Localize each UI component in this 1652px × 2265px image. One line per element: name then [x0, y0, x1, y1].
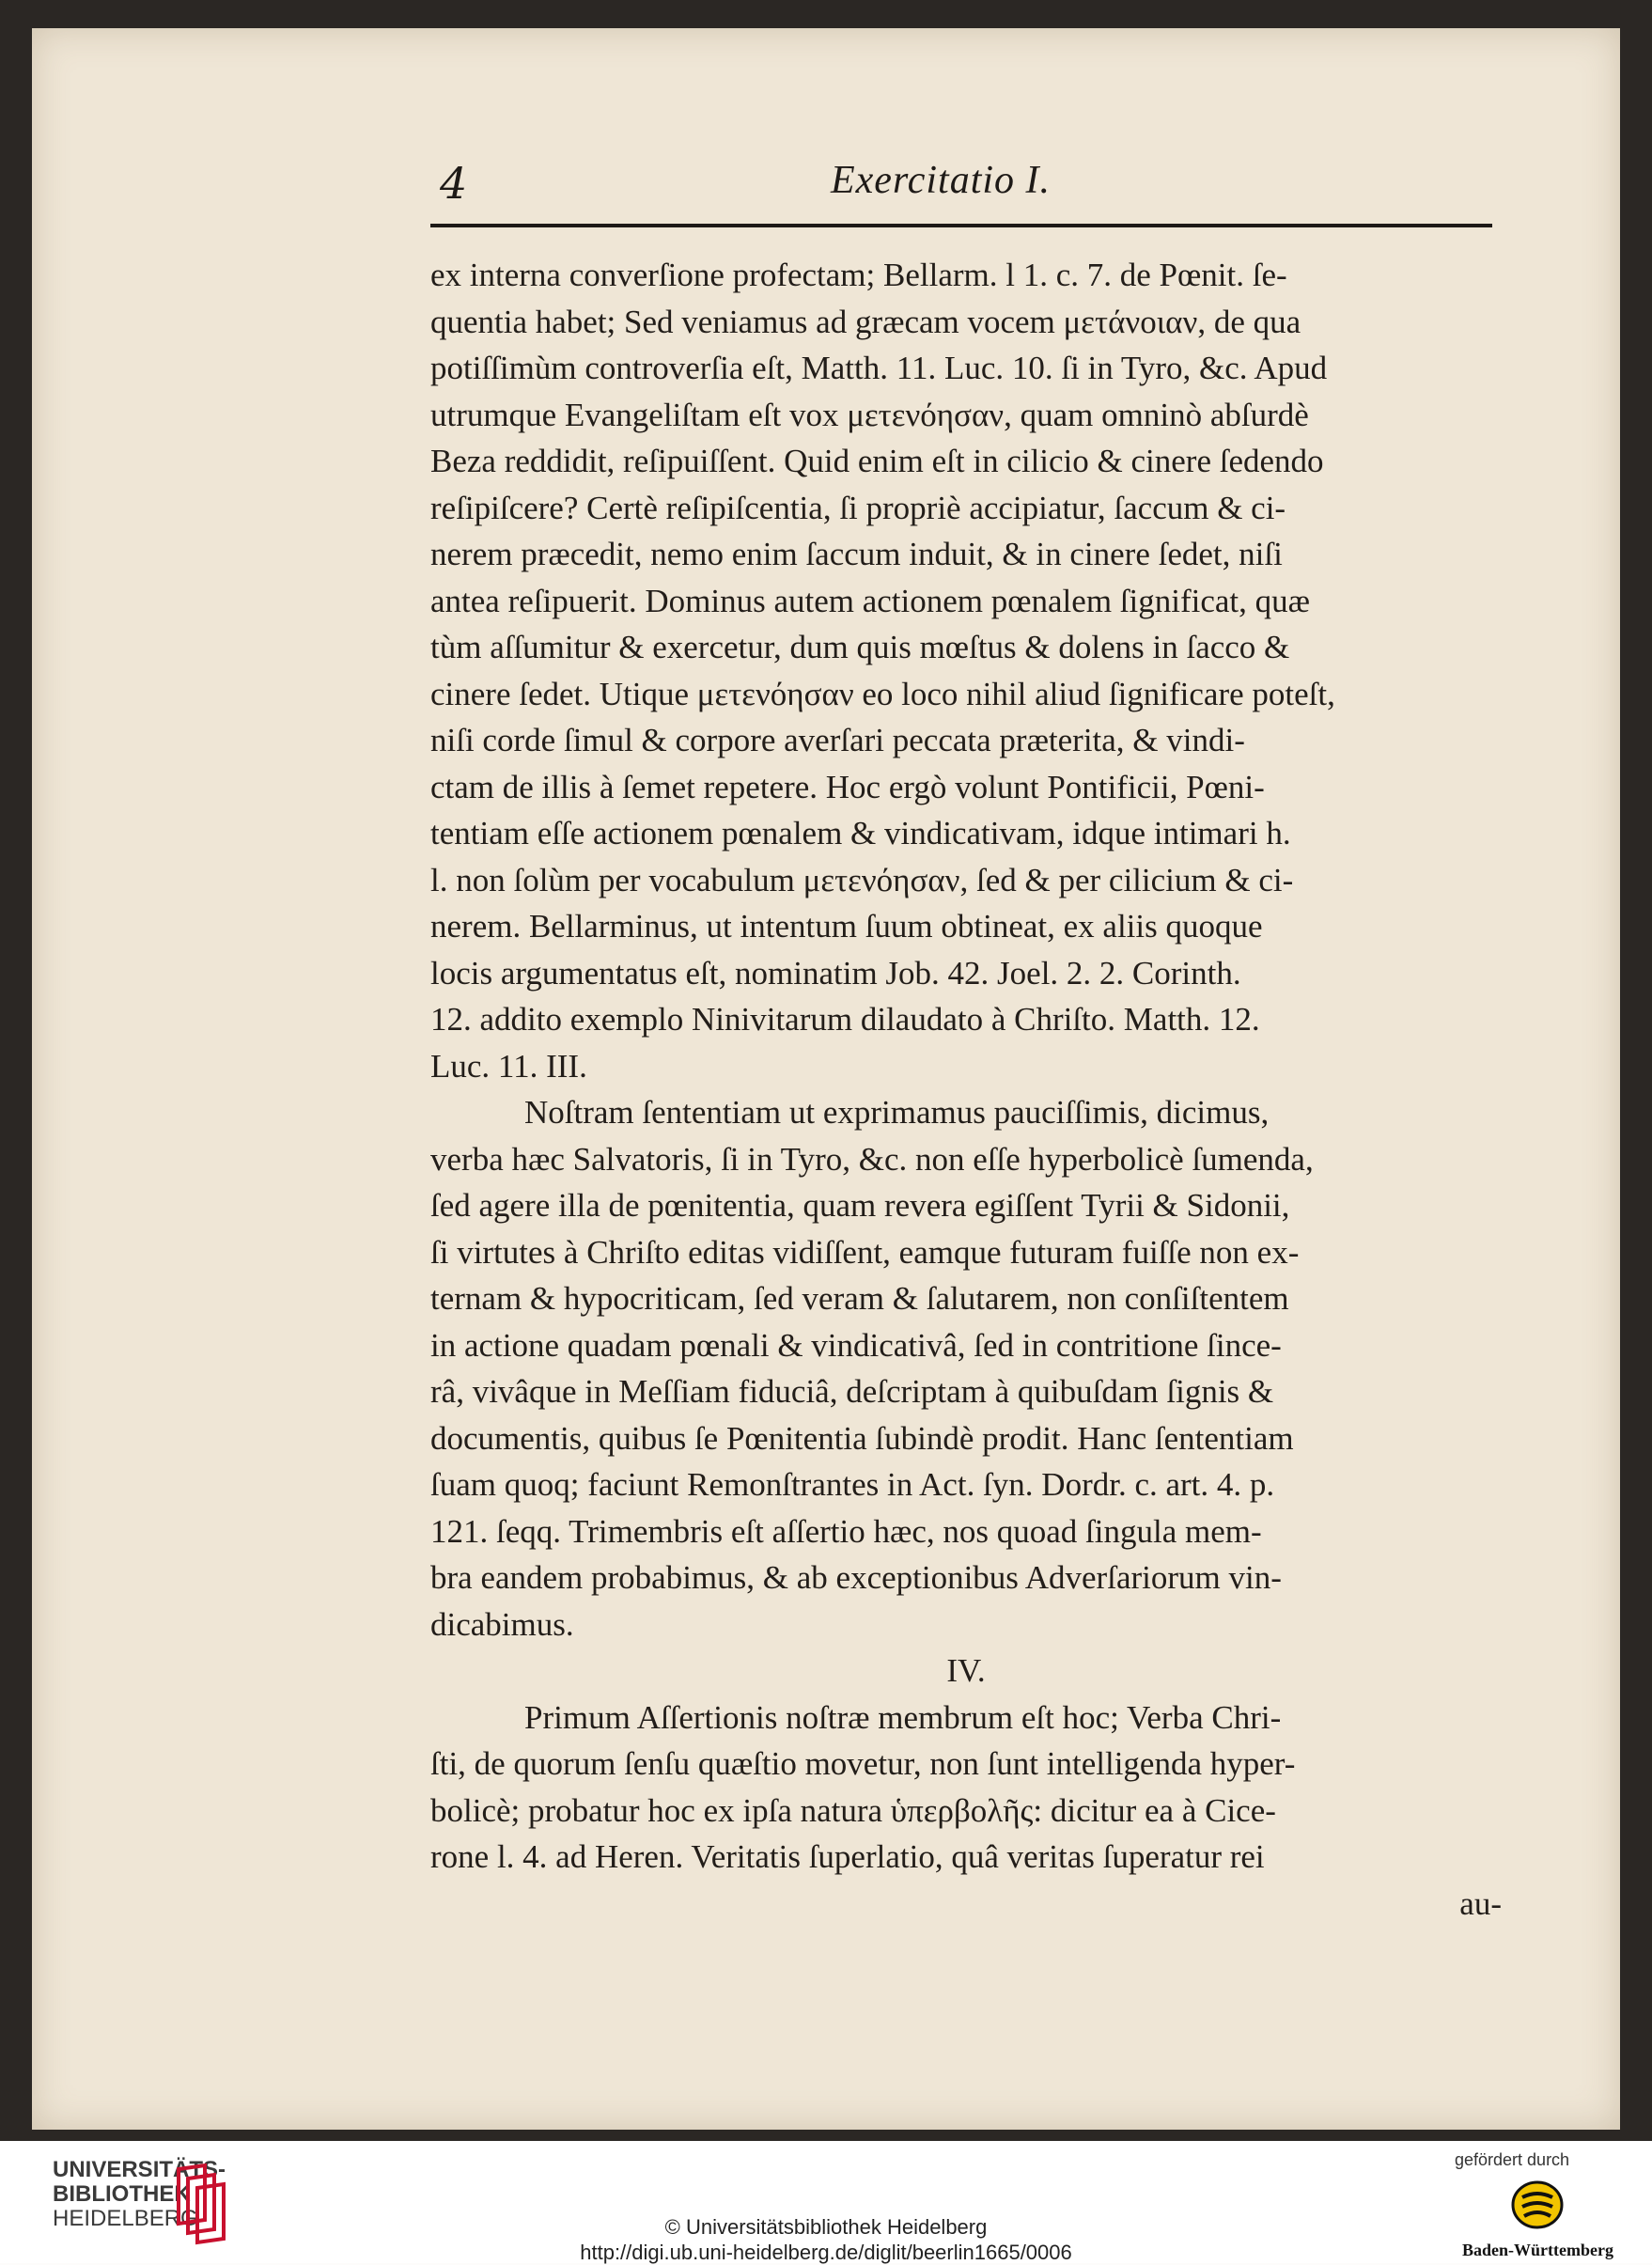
library-name-line2: BIBLIOTHEK: [53, 2181, 191, 2207]
text-line: Primum Aſſertionis noſtræ membrum eſt hoc; Verba Chri-: [524, 1698, 1282, 1736]
source-url[interactable]: http://digi.ub.uni-heidelberg.de/diglit/beerlin1665/0006: [580, 2241, 1072, 2264]
text-line: nerem præcedit, nemo enim ſaccum induit, & in cinere ſedet, niſi: [430, 536, 1283, 572]
text-line: 121. ſeqq. Trimembris eſt aſſertio hæc, nos quoad ſingula mem-: [430, 1512, 1262, 1550]
text-line: potiſſimùm controverſia eſt, Matth. 11. Luc. 10. ſi in Tyro, &c. Apud: [430, 350, 1328, 386]
funded-by-label: gefördert durch: [1455, 2150, 1570, 2169]
text-line: IV.: [946, 1652, 986, 1689]
page-number: 4: [440, 158, 468, 209]
text-line: ctam de illis à ſemet repetere. Hoc ergò volunt Pontificii, Pœni-: [430, 768, 1265, 805]
text-line: quentia habet; Sed veniamus ad græcam vocem μετάνοιαν, de qua: [430, 303, 1301, 340]
text-line: au-: [1459, 1884, 1502, 1922]
text-line: rone l. 4. ad Heren. Veritatis ſuperlatio, quâ veritas ſuperatur rei: [430, 1838, 1265, 1875]
text-line: ternam & hypocriticam, ſed veram & ſalutarem, non conſiſtentem: [430, 1280, 1289, 1317]
copyright-notice: © Universitätsbibliothek Heidelberg: [664, 2215, 988, 2239]
text-line: l. non ſolùm per vocabulum μετενόησαν, ſed & per cilicium & ci-: [430, 861, 1294, 898]
text-line: in actione quadam pœnali & vindicativâ, ſed in contritione ſince-: [430, 1326, 1282, 1364]
text-line: bra eandem probabimus, & ab exceptionibus Adverſariorum vin-: [430, 1559, 1282, 1596]
text-line: Beza reddidit, reſipuiſſent. Quid enim eſt in cilicio & cinere ſedendo: [430, 443, 1324, 479]
coat-of-arms-icon: [1509, 2179, 1566, 2231]
page-header: [417, 132, 1488, 216]
book-page: [32, 28, 1620, 2130]
text-line: reſipiſcere? Certè reſipiſcentia, ſi propriè accipiatur, ſaccum & ci-: [430, 489, 1286, 526]
funder-name: Baden-Württemberg: [1462, 2241, 1613, 2259]
text-line: râ, vivâque in Meſſiam fiduciâ, deſcriptam à quibuſdam ſignis &: [430, 1373, 1274, 1410]
text-line: ſi virtutes à Chriſto editas vidiſſent, eamque futuram fuiſſe non ex-: [430, 1233, 1300, 1271]
text-line: ex interna converſione profectam; Bellarm. l 1. c. 7. de Pœnit. ſe-: [430, 257, 1287, 293]
header-rule: [430, 224, 1492, 227]
text-line: nerem. Bellarminus, ut intentum ſuum obtineat, ex aliis quoque: [430, 908, 1263, 945]
running-head: Exercitatio I.: [831, 159, 1052, 202]
text-line: tentiam eſſe actionem pœnalem & vindicativam, idque intimari h.: [430, 815, 1291, 851]
text-line: cinere ſedet. Utique μετενόησαν eo loco nihil aliud ſignificare poteſt,: [430, 675, 1335, 712]
body-text: [430, 252, 1502, 1927]
text-line: 12. addito exemplo Ninivitarum dilaudato à Chriſto. Matth. 12.: [430, 1001, 1260, 1038]
text-line: dicabimus.: [430, 1605, 574, 1643]
library-name-line1: UNIVERSITÄTS-: [53, 2157, 226, 2182]
text-line: locis argumentatus eſt, nominatim Job. 42. Joel. 2. 2. Corinth.: [430, 954, 1241, 992]
text-line: ſti, de quorum ſenſu quæſtio movetur, non ſunt intelligenda hyper-: [430, 1745, 1296, 1782]
text-line: niſi corde ſimul & corpore averſari peccata præterita, & vindi-: [430, 722, 1245, 758]
library-name-line3: HEIDELBERG: [53, 2206, 198, 2231]
text-line: documentis, quibus ſe Pœnitentia ſubindè prodit. Hanc ſententiam: [430, 1419, 1294, 1457]
text-line: verba hæc Salvatoris, ſi in Tyro, &c. non eſſe hyperbolicè ſumenda,: [430, 1140, 1314, 1178]
text-line: tùm aſſumitur & exercetur, dum quis mœſtus & dolens in ſacco &: [430, 629, 1290, 665]
text-line: utrumque Evangeliſtam eſt vox μετενόησαν, quam omninò abſurdè: [430, 396, 1309, 433]
text-line: Noſtram ſententiam ut exprimamus pauciſſimis, dicimus,: [524, 1094, 1270, 1131]
text-line: Luc. 11. III.: [430, 1047, 587, 1085]
text-line: ſuam quoq; faciunt Remonſtrantes in Act. ſyn. Dordr. c. art. 4. p.: [430, 1466, 1275, 1503]
text-line: ſed agere illa de pœnitentia, quam revera egiſſent Tyrii & Sidonii,: [430, 1187, 1290, 1224]
text-line: bolicè; probatur hoc ex ipſa natura ὑπερβολῆς: dicitur ea à Cice-: [430, 1791, 1276, 1829]
text-line: antea reſipuerit. Dominus autem actionem pœnalem ſignificat, quæ: [430, 582, 1310, 619]
